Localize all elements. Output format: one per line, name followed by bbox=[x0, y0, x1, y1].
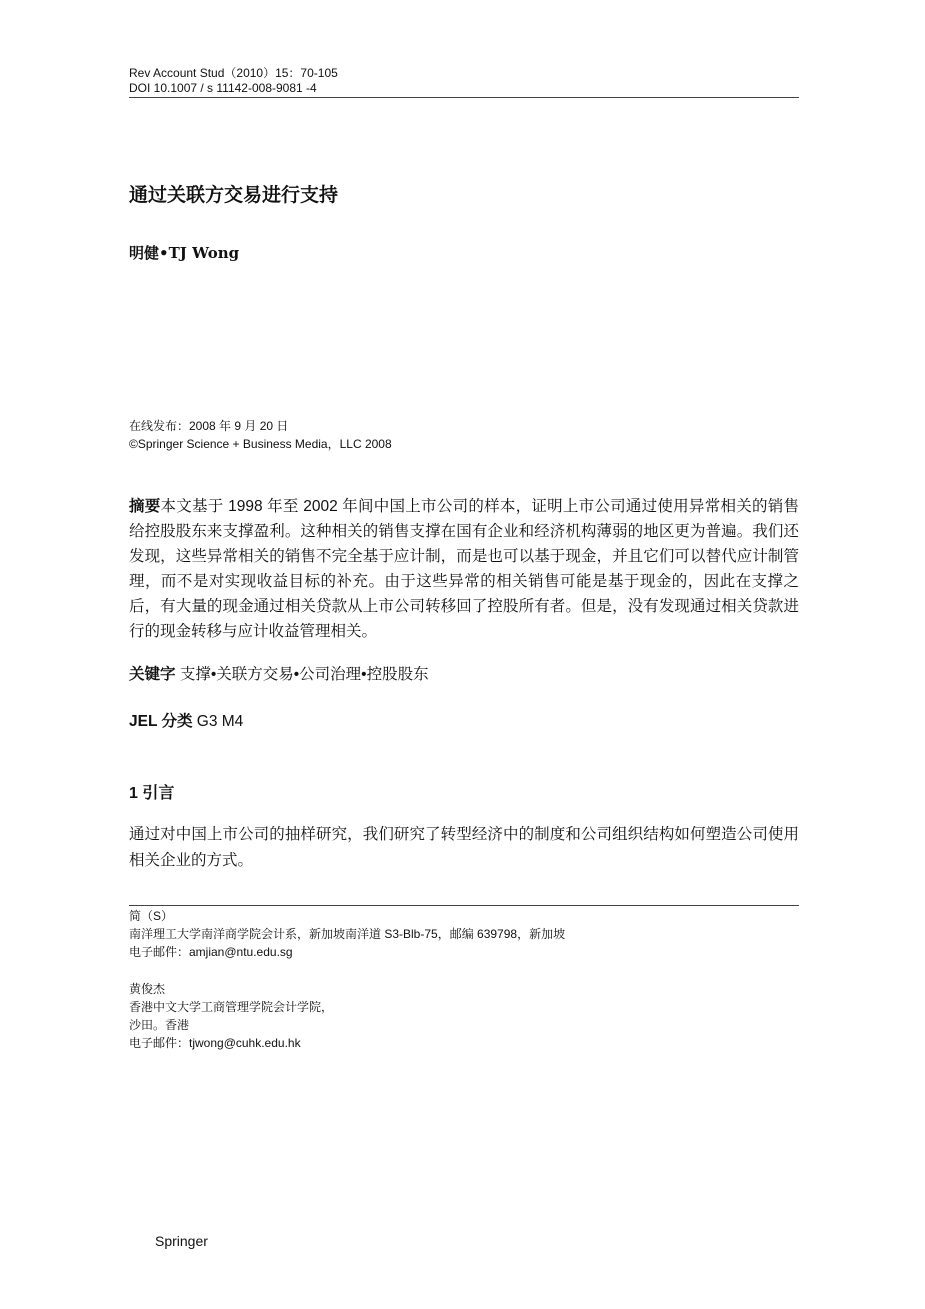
author2-name: 黄俊杰 bbox=[129, 982, 166, 996]
abstract-text: 本文基于 1998 年至 2002 年间中国上市公司的样本，证明上市公司通过使用异常相关的销售给控股股东来支撑盈利。这种相关的销售支撑在国有企业和经济机构薄弱的地区更为普遍。我们还发现，这些异常相关的销售不完全基于应计制，而是也可以基于现金，并且它们可以替代应计制管理，而不是对实现收益目标的补充。由于这些异常的相关销售可能是基于现金的，因此在支撑之后，有大量的现金通过相关贷款从上市公司转移回了控股所有者。但是，没有发现通过相关贷款进行的现金转移与应计收益管理相关。 bbox=[129, 498, 799, 640]
author2-affiliation-1: 香港中文大学工商管理学院会计学院， bbox=[129, 1000, 334, 1014]
doi: DOI 10.1007 / s 11142-008-9081 -4 bbox=[129, 81, 317, 95]
keywords-text: 支撑•关联方交易•公司治理•控股股东 bbox=[179, 666, 429, 683]
jel-label: JEL 分类 bbox=[129, 713, 193, 730]
keywords bbox=[129, 662, 429, 684]
keywords-label: 关键字 bbox=[129, 666, 176, 683]
section-body: 通过对中国上市公司的抽样研究，我们研究了转型经济中的制度和公司组织结构如何塑造公司使用相关企业的方式。 bbox=[129, 826, 799, 869]
article-authors: 明健•TJ Wong bbox=[129, 244, 240, 262]
article-title: 通过关联方交易进行支持 bbox=[129, 184, 339, 206]
author1-footnote bbox=[129, 907, 565, 961]
author1-affiliation: 南洋理工大学南洋商学院会计系，新加坡南洋道 S3-Blb-75，邮编 639798，新加坡 bbox=[129, 927, 566, 941]
author1-name: 简（S） bbox=[129, 909, 174, 923]
jel-classification bbox=[129, 709, 243, 731]
section-heading: 1 引言 bbox=[129, 785, 175, 802]
journal-citation: Rev Account Stud（2010）15：70-105 bbox=[129, 66, 338, 80]
abstract bbox=[129, 494, 799, 644]
jel-codes: G3 M4 bbox=[196, 713, 244, 730]
footnote-divider bbox=[129, 905, 799, 906]
publisher-logo-text: Springer bbox=[155, 1233, 208, 1249]
author1-email: 电子邮件：amjian@ntu.edu.sg bbox=[129, 945, 293, 959]
copyright: ©Springer Science + Business Media，LLC 2008 bbox=[129, 437, 392, 451]
abstract-label: 摘要 bbox=[129, 498, 161, 515]
author2-email: 电子邮件：tjwong@cuhk.edu.hk bbox=[129, 1036, 301, 1050]
publication-info bbox=[129, 417, 392, 453]
header-divider bbox=[129, 97, 799, 98]
online-date: 在线发布：2008 年 9 月 20 日 bbox=[129, 419, 289, 433]
author2-footnote bbox=[129, 980, 333, 1052]
author2-affiliation-2: 沙田。香港 bbox=[129, 1018, 190, 1032]
journal-header bbox=[129, 66, 799, 96]
